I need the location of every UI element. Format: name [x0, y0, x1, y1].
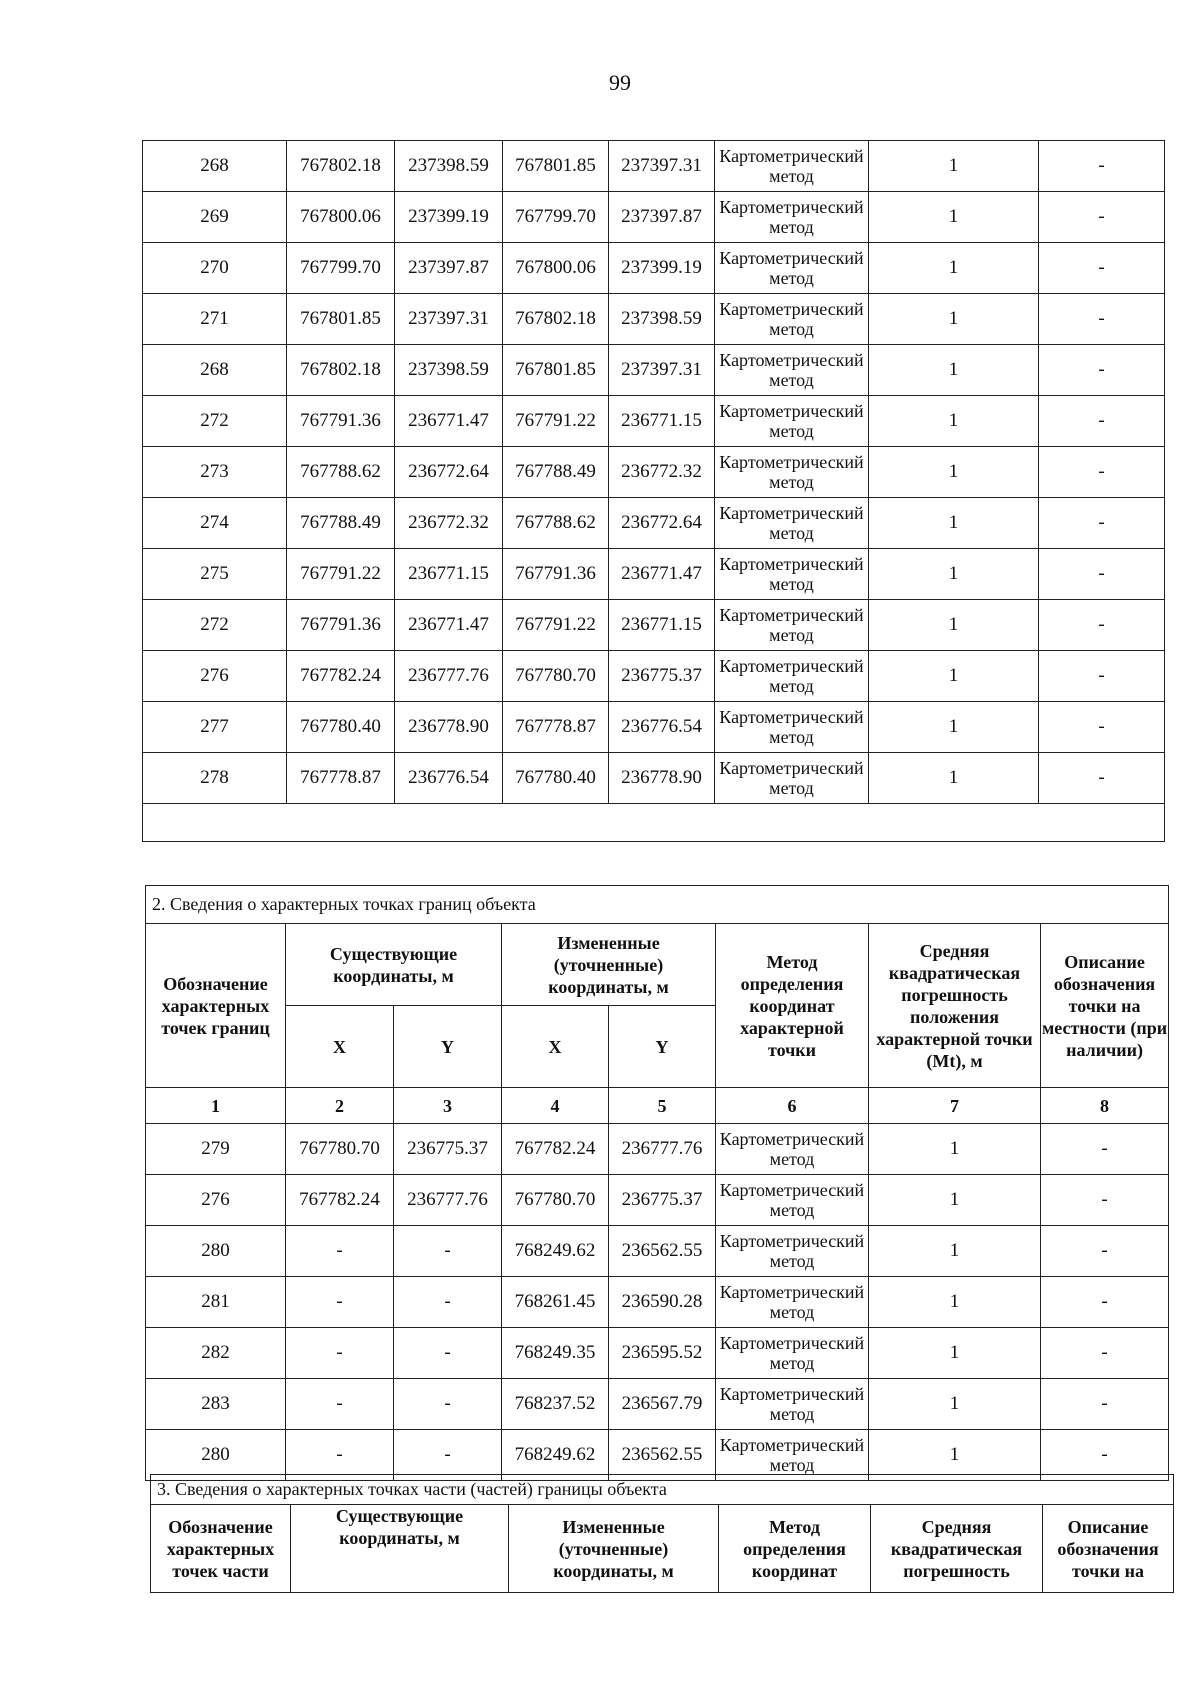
column-number: 4	[502, 1088, 609, 1124]
header-description: Описание обозначения точки на	[1043, 1505, 1174, 1593]
description-cell: -	[1039, 192, 1165, 243]
existing-y-cell: 236771.47	[395, 396, 503, 447]
existing-y-cell: 236771.15	[395, 549, 503, 600]
error-cell: 1	[869, 1124, 1041, 1175]
method-cell: Картометрический метод	[715, 702, 869, 753]
error-cell: 1	[869, 243, 1039, 294]
method-cell: Картометрический метод	[716, 1226, 869, 1277]
changed-x-cell: 767802.18	[503, 294, 609, 345]
description-cell: -	[1039, 141, 1165, 192]
header-designation: Обозначение характерных точек части	[151, 1505, 291, 1593]
point-id-cell: 281	[146, 1277, 286, 1328]
changed-x-cell: 767800.06	[503, 243, 609, 294]
header-error: Средняя квадратическая погрешность положения характерной точки (Mt), м	[869, 924, 1041, 1088]
changed-x-cell: 768261.45	[502, 1277, 609, 1328]
changed-y-cell: 237397.87	[609, 192, 715, 243]
table-row	[143, 498, 1165, 549]
section-3-title: 3. Сведения о характерных точках части (частей) границы объекта	[151, 1475, 1174, 1505]
header-error: Средняя квадратическая погрешность	[871, 1505, 1043, 1593]
point-id-cell: 276	[143, 651, 287, 702]
method-cell: Картометрический метод	[715, 294, 869, 345]
header-changed-coords: Измененные (уточненные) координаты, м	[502, 924, 716, 1006]
existing-x-cell: 767800.06	[287, 192, 395, 243]
method-cell: Картометрический метод	[715, 396, 869, 447]
existing-x-cell: -	[286, 1379, 394, 1430]
changed-y-cell: 236777.76	[609, 1124, 716, 1175]
existing-y-cell: 237397.31	[395, 294, 503, 345]
column-number: 7	[869, 1088, 1041, 1124]
point-id-cell: 283	[146, 1379, 286, 1430]
error-cell: 1	[869, 447, 1039, 498]
point-id-cell: 269	[143, 192, 287, 243]
description-cell: -	[1039, 243, 1165, 294]
changed-y-cell: 236775.37	[609, 651, 715, 702]
error-cell: 1	[869, 600, 1039, 651]
existing-x-cell: 767788.62	[287, 447, 395, 498]
column-number: 6	[716, 1088, 869, 1124]
method-cell: Картометрический метод	[715, 141, 869, 192]
point-id-cell: 270	[143, 243, 287, 294]
table-row	[146, 1226, 1169, 1277]
description-cell: -	[1041, 1175, 1169, 1226]
point-id-cell: 272	[143, 396, 287, 447]
changed-x-cell: 767782.24	[502, 1124, 609, 1175]
changed-y-cell: 236771.15	[609, 396, 715, 447]
existing-y-cell: 236777.76	[394, 1175, 502, 1226]
existing-x-cell: 767780.70	[286, 1124, 394, 1175]
error-cell: 1	[869, 651, 1039, 702]
changed-x-cell: 767791.22	[503, 396, 609, 447]
method-cell: Картометрический метод	[716, 1379, 869, 1430]
header-y-changed: Y	[609, 1006, 716, 1088]
part-boundary-points-table	[150, 1474, 1174, 1593]
existing-y-cell: -	[394, 1226, 502, 1277]
point-id-cell: 271	[143, 294, 287, 345]
method-cell: Картометрический метод	[715, 651, 869, 702]
description-cell: -	[1039, 498, 1165, 549]
existing-x-cell: 767788.49	[287, 498, 395, 549]
existing-x-cell: 767791.36	[287, 396, 395, 447]
point-id-cell: 277	[143, 702, 287, 753]
method-cell: Картометрический метод	[715, 192, 869, 243]
error-cell: 1	[869, 753, 1039, 804]
error-cell: 1	[869, 549, 1039, 600]
changed-x-cell: 768249.35	[502, 1328, 609, 1379]
existing-x-cell: 767780.40	[287, 702, 395, 753]
table-row	[143, 549, 1165, 600]
error-cell: 1	[869, 1175, 1041, 1226]
description-cell: -	[1039, 549, 1165, 600]
table-row	[143, 192, 1165, 243]
description-cell: -	[1041, 1124, 1169, 1175]
existing-y-cell: 237398.59	[395, 345, 503, 396]
method-cell: Картометрический метод	[715, 447, 869, 498]
changed-y-cell: 236562.55	[609, 1430, 716, 1481]
page-number: 99	[609, 70, 631, 95]
point-id-cell: 276	[146, 1175, 286, 1226]
point-id-cell: 273	[143, 447, 287, 498]
description-cell: -	[1039, 447, 1165, 498]
error-cell: 1	[869, 498, 1039, 549]
description-cell: -	[1041, 1277, 1169, 1328]
point-id-cell: 268	[143, 345, 287, 396]
changed-y-cell: 237399.19	[609, 243, 715, 294]
description-cell: -	[1039, 396, 1165, 447]
existing-y-cell: -	[394, 1379, 502, 1430]
description-cell: -	[1039, 651, 1165, 702]
table1-empty-row	[143, 804, 1165, 842]
column-numbers-row	[146, 1088, 1169, 1124]
method-cell: Картометрический метод	[716, 1430, 869, 1481]
error-cell: 1	[869, 294, 1039, 345]
changed-x-cell: 767791.36	[503, 549, 609, 600]
changed-y-cell: 237397.31	[609, 345, 715, 396]
table-row	[143, 447, 1165, 498]
header-description: Описание обозначения точки на местности (при наличии)	[1041, 924, 1169, 1088]
header-existing-coords: Существующие координаты, м	[286, 924, 502, 1006]
table-row	[143, 600, 1165, 651]
existing-y-cell: 237398.59	[395, 141, 503, 192]
column-number: 3	[394, 1088, 502, 1124]
table-row	[143, 702, 1165, 753]
point-id-cell: 275	[143, 549, 287, 600]
section-2-title: 2. Сведения о характерных точках границ объекта	[146, 886, 1169, 924]
table-row	[146, 1430, 1169, 1481]
changed-y-cell: 236771.15	[609, 600, 715, 651]
description-cell: -	[1039, 600, 1165, 651]
existing-x-cell: 767802.18	[287, 141, 395, 192]
table-row	[146, 1175, 1169, 1226]
changed-y-cell: 236778.90	[609, 753, 715, 804]
description-cell: -	[1041, 1430, 1169, 1481]
table-row	[143, 651, 1165, 702]
description-cell: -	[1041, 1379, 1169, 1430]
method-cell: Картометрический метод	[715, 753, 869, 804]
changed-y-cell: 236775.37	[609, 1175, 716, 1226]
error-cell: 1	[869, 345, 1039, 396]
existing-x-cell: 767778.87	[287, 753, 395, 804]
existing-y-cell: 236772.64	[395, 447, 503, 498]
method-cell: Картометрический метод	[715, 345, 869, 396]
table2-body	[146, 1124, 1169, 1481]
existing-y-cell: -	[394, 1430, 502, 1481]
table-row	[146, 1328, 1169, 1379]
existing-y-cell: 236778.90	[395, 702, 503, 753]
error-cell: 1	[869, 396, 1039, 447]
point-id-cell: 282	[146, 1328, 286, 1379]
table-row	[143, 141, 1165, 192]
changed-x-cell: 767780.70	[502, 1175, 609, 1226]
point-id-cell: 268	[143, 141, 287, 192]
description-cell: -	[1039, 753, 1165, 804]
error-cell: 1	[869, 1226, 1041, 1277]
existing-y-cell: 236772.32	[395, 498, 503, 549]
existing-y-cell: -	[394, 1277, 502, 1328]
error-cell: 1	[869, 1379, 1041, 1430]
changed-x-cell: 767780.70	[503, 651, 609, 702]
column-number: 2	[286, 1088, 394, 1124]
changed-x-cell: 767778.87	[503, 702, 609, 753]
changed-y-cell: 236562.55	[609, 1226, 716, 1277]
existing-y-cell: 236771.47	[395, 600, 503, 651]
table-row	[146, 1277, 1169, 1328]
existing-x-cell: -	[286, 1430, 394, 1481]
existing-x-cell: 767782.24	[286, 1175, 394, 1226]
changed-x-cell: 767788.49	[503, 447, 609, 498]
table-row	[143, 294, 1165, 345]
existing-y-cell: 237397.87	[395, 243, 503, 294]
table-row	[143, 243, 1165, 294]
existing-x-cell: -	[286, 1328, 394, 1379]
point-id-cell: 279	[146, 1124, 286, 1175]
table-row	[143, 396, 1165, 447]
changed-y-cell: 236595.52	[609, 1328, 716, 1379]
point-id-cell: 280	[146, 1430, 286, 1481]
changed-y-cell: 237398.59	[609, 294, 715, 345]
table-row	[146, 1124, 1169, 1175]
description-cell: -	[1039, 294, 1165, 345]
column-number: 1	[146, 1088, 286, 1124]
header-method: Метод определения координат	[719, 1505, 871, 1593]
method-cell: Картометрический метод	[715, 600, 869, 651]
method-cell: Картометрический метод	[715, 498, 869, 549]
empty-cell	[143, 804, 1165, 842]
changed-y-cell: 236590.28	[609, 1277, 716, 1328]
column-number: 5	[609, 1088, 716, 1124]
description-cell: -	[1041, 1226, 1169, 1277]
changed-x-cell: 768237.52	[502, 1379, 609, 1430]
point-id-cell: 274	[143, 498, 287, 549]
method-cell: Картометрический метод	[715, 243, 869, 294]
header-existing-coords: Существующие координаты, м	[291, 1505, 509, 1593]
boundary-points-table	[145, 885, 1169, 1481]
header-designation: Обозначение характерных точек границ	[146, 924, 286, 1088]
header-y-existing: Y	[394, 1006, 502, 1088]
changed-x-cell: 767780.40	[503, 753, 609, 804]
header-x-changed: X	[502, 1006, 609, 1088]
error-cell: 1	[869, 1277, 1041, 1328]
existing-x-cell: 767801.85	[287, 294, 395, 345]
header-x-existing: X	[286, 1006, 394, 1088]
changed-y-cell: 236771.47	[609, 549, 715, 600]
existing-y-cell: -	[394, 1328, 502, 1379]
existing-y-cell: 236775.37	[394, 1124, 502, 1175]
coordinates-table-continued	[142, 140, 1165, 842]
error-cell: 1	[869, 192, 1039, 243]
changed-y-cell: 236772.64	[609, 498, 715, 549]
method-cell: Картометрический метод	[716, 1328, 869, 1379]
changed-y-cell: 236772.32	[609, 447, 715, 498]
column-number: 8	[1041, 1088, 1169, 1124]
changed-y-cell: 236776.54	[609, 702, 715, 753]
header-method: Метод определения координат характерной точки	[716, 924, 869, 1088]
existing-x-cell: 767802.18	[287, 345, 395, 396]
changed-x-cell: 767788.62	[503, 498, 609, 549]
changed-x-cell: 768249.62	[502, 1430, 609, 1481]
changed-x-cell: 767799.70	[503, 192, 609, 243]
method-cell: Картометрический метод	[716, 1124, 869, 1175]
description-cell: -	[1039, 345, 1165, 396]
table-row	[146, 1379, 1169, 1430]
point-id-cell: 280	[146, 1226, 286, 1277]
header-changed-coords: Измененные (уточненные) координаты, м	[509, 1505, 719, 1593]
changed-x-cell: 767801.85	[503, 141, 609, 192]
point-id-cell: 272	[143, 600, 287, 651]
existing-y-cell: 237399.19	[395, 192, 503, 243]
error-cell: 1	[869, 702, 1039, 753]
existing-x-cell: -	[286, 1277, 394, 1328]
existing-x-cell: 767791.36	[287, 600, 395, 651]
table-row	[143, 345, 1165, 396]
existing-y-cell: 236777.76	[395, 651, 503, 702]
error-cell: 1	[869, 141, 1039, 192]
error-cell: 1	[869, 1328, 1041, 1379]
method-cell: Картометрический метод	[715, 549, 869, 600]
method-cell: Картометрический метод	[716, 1277, 869, 1328]
error-cell: 1	[869, 1430, 1041, 1481]
changed-x-cell: 767801.85	[503, 345, 609, 396]
existing-y-cell: 236776.54	[395, 753, 503, 804]
table-row	[143, 753, 1165, 804]
existing-x-cell: 767782.24	[287, 651, 395, 702]
changed-x-cell: 768249.62	[502, 1226, 609, 1277]
existing-x-cell: 767791.22	[287, 549, 395, 600]
table1-body	[143, 141, 1165, 804]
changed-y-cell: 236567.79	[609, 1379, 716, 1430]
changed-x-cell: 767791.22	[503, 600, 609, 651]
method-cell: Картометрический метод	[716, 1175, 869, 1226]
description-cell: -	[1041, 1328, 1169, 1379]
changed-y-cell: 237397.31	[609, 141, 715, 192]
existing-x-cell: -	[286, 1226, 394, 1277]
description-cell: -	[1039, 702, 1165, 753]
existing-x-cell: 767799.70	[287, 243, 395, 294]
point-id-cell: 278	[143, 753, 287, 804]
